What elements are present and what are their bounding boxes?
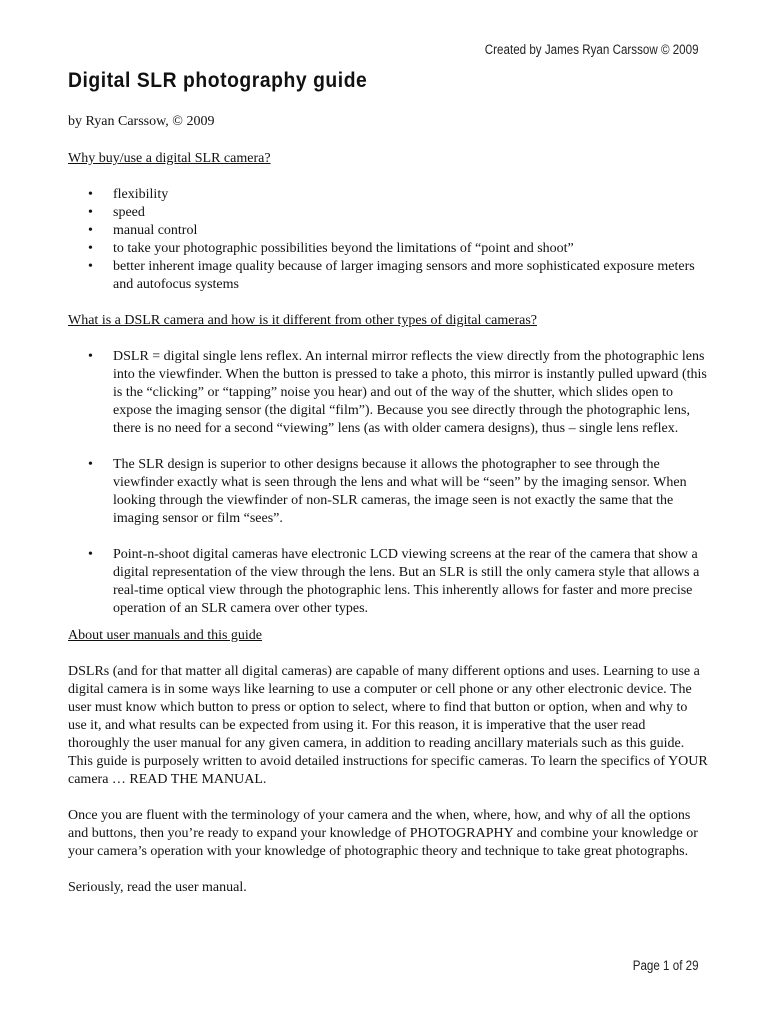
list-item: • DSLR = digital single lens reflex. An internal mirror reflects the view directly from the photographic lens into the viewfinder. When the button is pressed to take a photo, this mirror is instantly pulled upward (this is the “clicking” or “tapping” noise you hear) and out of the way of the shutter, which slides open to expose the imaging sensor (the digital “film”). Because you see directly through the photographic lens, there is no need for a second “viewing” lens (as with older camera designs), thus – single lens reflex. (68, 348, 708, 438)
page-number: Page 1 of 29 (633, 958, 699, 973)
bullet-list-what-is-dslr (68, 348, 708, 618)
list-item: • speed (68, 204, 708, 222)
list-item: • flexibility (68, 186, 708, 204)
list-item: • Point-n-shoot digital cameras have electronic LCD viewing screens at the rear of the camera that show a digital representation of the view through the lens. But an SLR is still the only camera style that allows a real-time optical view through the photographic lens. This inherently allows for faster and more precise operation of an SLR camera over other types. (68, 546, 708, 618)
list-item: • better inherent image quality because of larger imaging sensors and more sophisticated exposure meters and autofocus systems (68, 258, 708, 294)
list-item: • manual control (68, 222, 708, 240)
list-item: • The SLR design is superior to other designs because it allows the photographer to see through the viewfinder exactly what is seen through the lens and what will be “seen” by the imaging sensor. When looking through the viewfinder of non-SLR cameras, the image seen is not exactly the same that the imaging sensor or film “sees”. (68, 456, 708, 528)
paragraph: Once you are fluent with the terminology of your camera and the when, where, how, and why of all the options and buttons, then you’re ready to expand your knowledge of PHOTOGRAPHY and combine your knowledge or your camera’s operation with your knowledge of photographic theory and technique to take great photographs. (68, 808, 698, 859)
header-credit: Created by James Ryan Carssow © 2009 (485, 42, 699, 57)
paragraph: DSLRs (and for that matter all digital cameras) are capable of many different options and uses. Learning to use a digital camera is in some ways like learning to use a computer or cell phone or any other electronic device. The user must know which button to press or option to select, where to find that button or option, when and why to use it, and what results can be expected from using it. For this reason, it is imperative that the user read thoroughly the user manual for any given camera, in addition to reading ancillary materials such as this guide. This guide is purposely written to avoid detailed instructions for specific cameras. To learn the specifics of YOUR camera … READ THE MANUAL. (68, 664, 708, 787)
bullet-list-why-buy (68, 186, 708, 294)
section-heading-user-manuals: About user manuals and this guide (68, 628, 263, 643)
section-heading-what-is-dslr: What is a DSLR camera and how is it different from other types of digital cameras? (68, 313, 537, 328)
document-body (68, 113, 708, 915)
document-title: Digital SLR photography guide (68, 69, 368, 92)
byline: by Ryan Carssow, © 2009 (68, 114, 215, 129)
section-heading-why-buy: Why buy/use a digital SLR camera? (68, 151, 271, 166)
paragraph: Seriously, read the user manual. (68, 880, 247, 895)
list-item: • to take your photographic possibilities beyond the limitations of “point and shoot” (68, 240, 708, 258)
